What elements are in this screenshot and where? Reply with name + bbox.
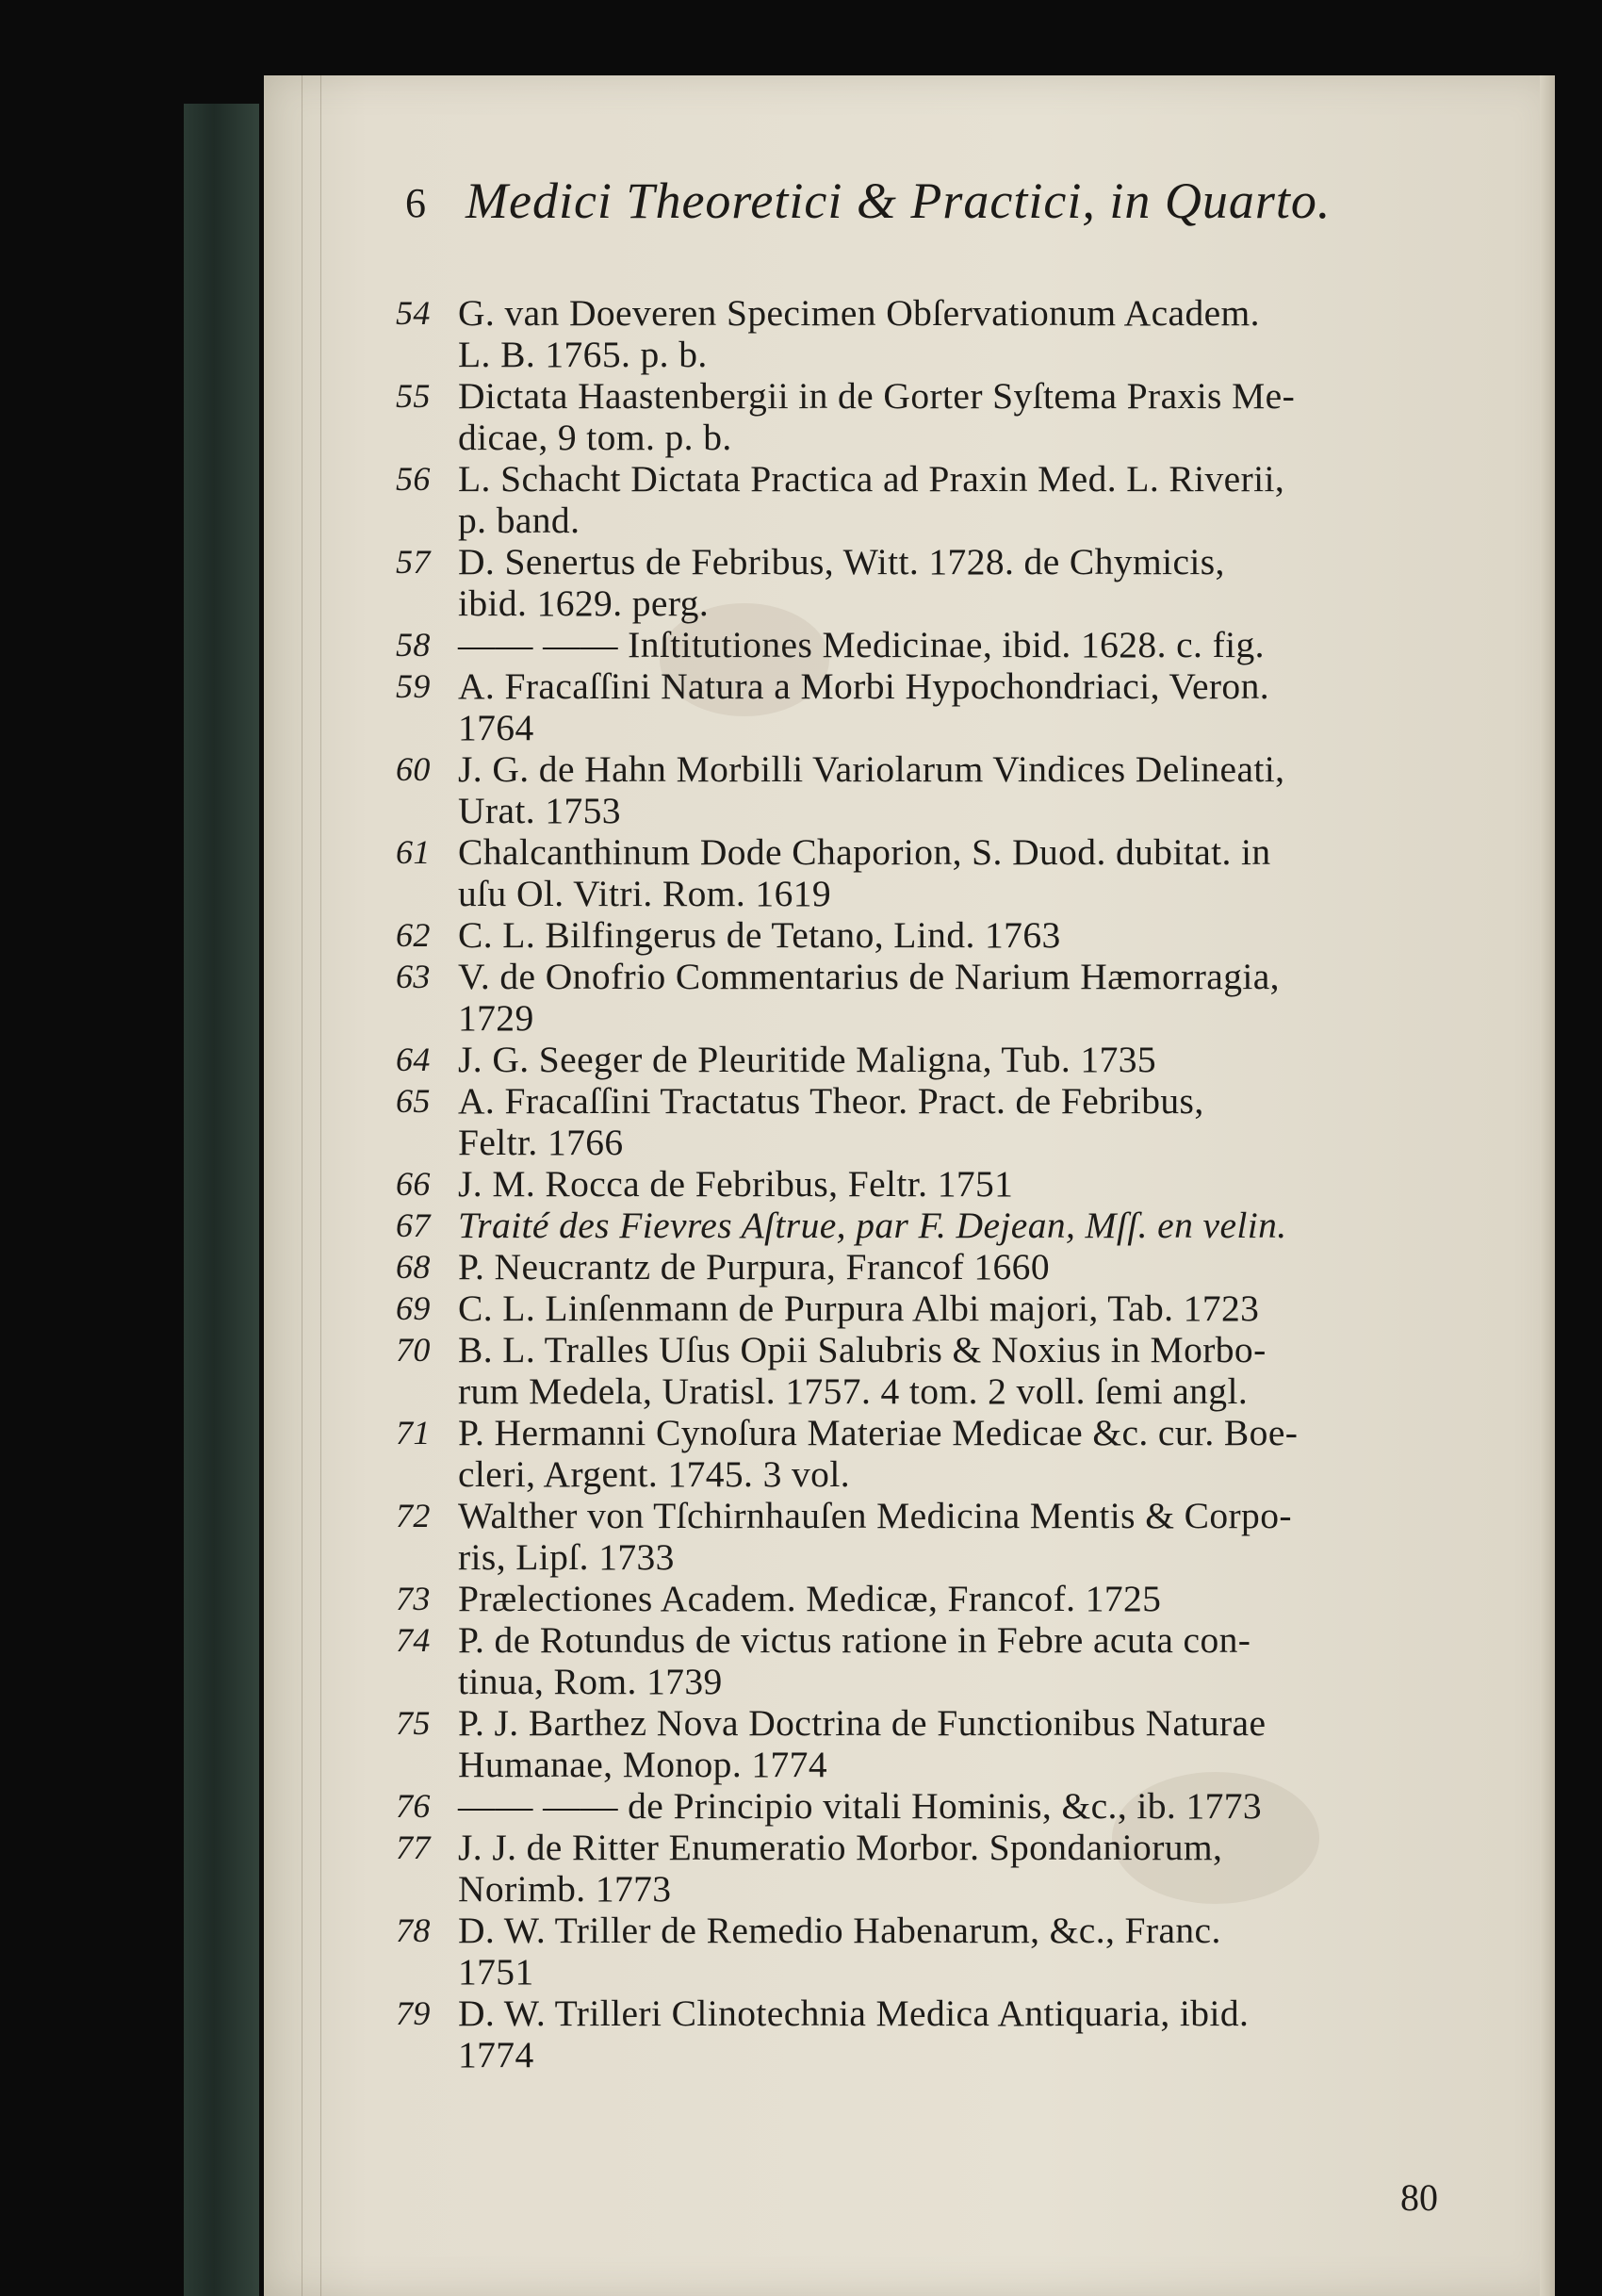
entry-text: Traité des Fievres Aſtrue, par F. Dejean, Mſſ. en velin.	[458, 1205, 1287, 1246]
entry-text: D. W. Trilleri Clinotechnia Medica Antiquaria, ibid.	[458, 1993, 1250, 2034]
entry-number: 59	[396, 667, 431, 705]
entry-text-continuation: 1774	[458, 2034, 534, 2075]
entry-text-continuation: 1729	[458, 997, 534, 1039]
entry-number: 68	[396, 1248, 431, 1286]
entry-text: J. J. de Ritter Enumeratio Morbor. Spondaniorum,	[458, 1827, 1223, 1868]
entry-number: 55	[396, 377, 431, 415]
entry-number: 66	[396, 1165, 431, 1203]
entry-number: 73	[396, 1580, 431, 1617]
entry-number: 62	[396, 916, 431, 954]
page-edge	[1540, 75, 1555, 2296]
running-header	[405, 162, 1498, 238]
catalogue-entry	[396, 624, 1517, 665]
entry-text-continuation: 1764	[458, 707, 534, 748]
catalogue-entry	[396, 1827, 1517, 1910]
entry-text-continuation: dicae, 9 tom. p. b.	[458, 417, 732, 458]
entry-text: L. Schacht Dictata Practica ad Praxin Med. L. Riverii,	[458, 458, 1285, 500]
catalogue-entry	[396, 831, 1517, 914]
entry-number: 77	[396, 1829, 431, 1866]
entry-number: 75	[396, 1704, 431, 1742]
entry-text-continuation: Humanae, Monop. 1774	[458, 1744, 827, 1785]
entry-text: C. L. Bilfingerus de Tetano, Lind. 1763	[458, 914, 1061, 956]
catalogue-entry	[396, 541, 1517, 624]
entry-text: P. J. Barthez Nova Doctrina de Functionibus Naturae	[458, 1702, 1267, 1744]
catalogue-entry	[396, 914, 1517, 956]
book-page	[264, 75, 1555, 2296]
entry-text-continuation: ris, Lipſ. 1733	[458, 1536, 675, 1578]
entry-text: P. Neucrantz de Purpura, Francof 1660	[458, 1246, 1050, 1287]
entry-number: 65	[396, 1082, 431, 1120]
entry-text: J. G. Seeger de Pleuritide Maligna, Tub. 1735	[458, 1039, 1157, 1080]
entry-number: 64	[396, 1041, 431, 1078]
entry-text: Walther von Tſchirnhauſen Medicina Mentis & Corpo-	[458, 1495, 1292, 1536]
catalogue-entry	[396, 1080, 1517, 1163]
catalogue-entry	[396, 1412, 1517, 1495]
entry-text-continuation: tinua, Rom. 1739	[458, 1661, 723, 1702]
entry-text: J. G. de Hahn Morbilli Variolarum Vindices Delineati,	[458, 748, 1285, 790]
catalogue-entry	[396, 375, 1517, 458]
entry-number: 78	[396, 1911, 431, 1949]
catalogue-entry	[396, 956, 1517, 1039]
catalogue-entry	[396, 1039, 1517, 1080]
entry-number: 58	[396, 626, 431, 664]
entry-text-continuation: L. B. 1765. p. b.	[458, 334, 708, 375]
entry-text: G. van Doeveren Specimen Obſervationum Academ.	[458, 292, 1260, 334]
catchword: 80	[1400, 2176, 1438, 2219]
entry-number: 67	[396, 1206, 431, 1244]
entry-text-continuation: 1751	[458, 1951, 534, 1993]
catalogue-entry	[396, 665, 1517, 748]
entry-text: P. Hermanni Cynoſura Materiae Medicae &c. cur. Boe-	[458, 1412, 1299, 1453]
catalogue-entry	[396, 1578, 1517, 1619]
entry-text-continuation: uſu Ol. Vitri. Rom. 1619	[458, 873, 832, 914]
entry-text-continuation: Feltr. 1766	[458, 1122, 624, 1163]
catalogue-entry	[396, 1785, 1517, 1827]
entry-text: B. L. Tralles Uſus Opii Salubris & Noxius in Morbo-	[458, 1329, 1267, 1370]
entry-text: P. de Rotundus de victus ratione in Febre acuta con-	[458, 1619, 1251, 1661]
page-number: 6	[405, 180, 426, 226]
entry-number: 72	[396, 1497, 431, 1534]
catalogue-entry	[396, 1619, 1517, 1702]
entry-text-continuation: Norimb. 1773	[458, 1868, 672, 1910]
catalogue-entry	[396, 1205, 1517, 1246]
entry-number: 56	[396, 460, 431, 498]
catalogue-entry	[396, 1910, 1517, 1993]
entry-number: 57	[396, 543, 431, 581]
entry-text: Prælectiones Academ. Medicæ, Francof. 1725	[458, 1578, 1162, 1619]
entry-text-continuation: rum Medela, Uratisl. 1757. 4 tom. 2 voll. ſemi angl.	[458, 1370, 1249, 1412]
entry-number: 74	[396, 1621, 431, 1659]
catalogue-entry	[396, 1495, 1517, 1578]
entry-text: A. Fracaſſini Natura a Morbi Hypochondriaci, Veron.	[458, 665, 1270, 707]
catalogue-entry	[396, 1246, 1517, 1287]
entry-text: D. W. Triller de Remedio Habenarum, &c., Franc.	[458, 1910, 1221, 1951]
catalogue-entry	[396, 458, 1517, 541]
entry-text: Chalcanthinum Dode Chaporion, S. Duod. dubitat. in	[458, 831, 1271, 873]
catalogue-entry	[396, 1702, 1517, 1785]
catalogue-entry	[396, 1329, 1517, 1412]
book-spine	[184, 104, 259, 2296]
entry-number: 69	[396, 1289, 431, 1327]
entry-number: 60	[396, 750, 431, 788]
entry-text-continuation: cleri, Argent. 1745. 3 vol.	[458, 1453, 850, 1495]
catalogue-list	[396, 292, 1517, 2075]
entry-text: —— —— Inſtitutiones Medicinae, ibid. 1628. c. fig.	[458, 624, 1265, 665]
running-title: Medici Theoretici & Practici, in Quarto.	[466, 172, 1332, 229]
entry-number: 76	[396, 1787, 431, 1825]
entry-text: A. Fracaſſini Tractatus Theor. Pract. de Febribus,	[458, 1080, 1204, 1122]
entry-text: —— —— de Principio vitali Hominis, &c., ib. 1773	[458, 1785, 1263, 1827]
entry-number: 70	[396, 1331, 431, 1369]
entry-number: 71	[396, 1414, 431, 1451]
catalogue-entry	[396, 748, 1517, 831]
catalogue-entry	[396, 1993, 1517, 2075]
catalogue-entry	[396, 292, 1517, 375]
gutter-line	[320, 75, 321, 2296]
catalogue-entry	[396, 1287, 1517, 1329]
entry-text: V. de Onofrio Commentarius de Narium Hæmorragia,	[458, 956, 1280, 997]
catalogue-entry	[396, 1163, 1517, 1205]
entry-number: 54	[396, 294, 431, 332]
entry-text: Dictata Haastenbergii in de Gorter Syſtema Praxis Me-	[458, 375, 1296, 417]
entry-number: 61	[396, 833, 431, 871]
entry-text: C. L. Linſenmann de Purpura Albi majori, Tab. 1723	[458, 1287, 1260, 1329]
entry-number: 79	[396, 1994, 431, 2032]
entry-text: D. Senertus de Febribus, Witt. 1728. de Chymicis,	[458, 541, 1225, 582]
entry-text-continuation: Urat. 1753	[458, 790, 621, 831]
entry-text: J. M. Rocca de Febribus, Feltr. 1751	[458, 1163, 1014, 1205]
entry-text-continuation: ibid. 1629. perg.	[458, 582, 710, 624]
entry-text-continuation: p. band.	[458, 500, 580, 541]
entry-number: 63	[396, 958, 431, 995]
